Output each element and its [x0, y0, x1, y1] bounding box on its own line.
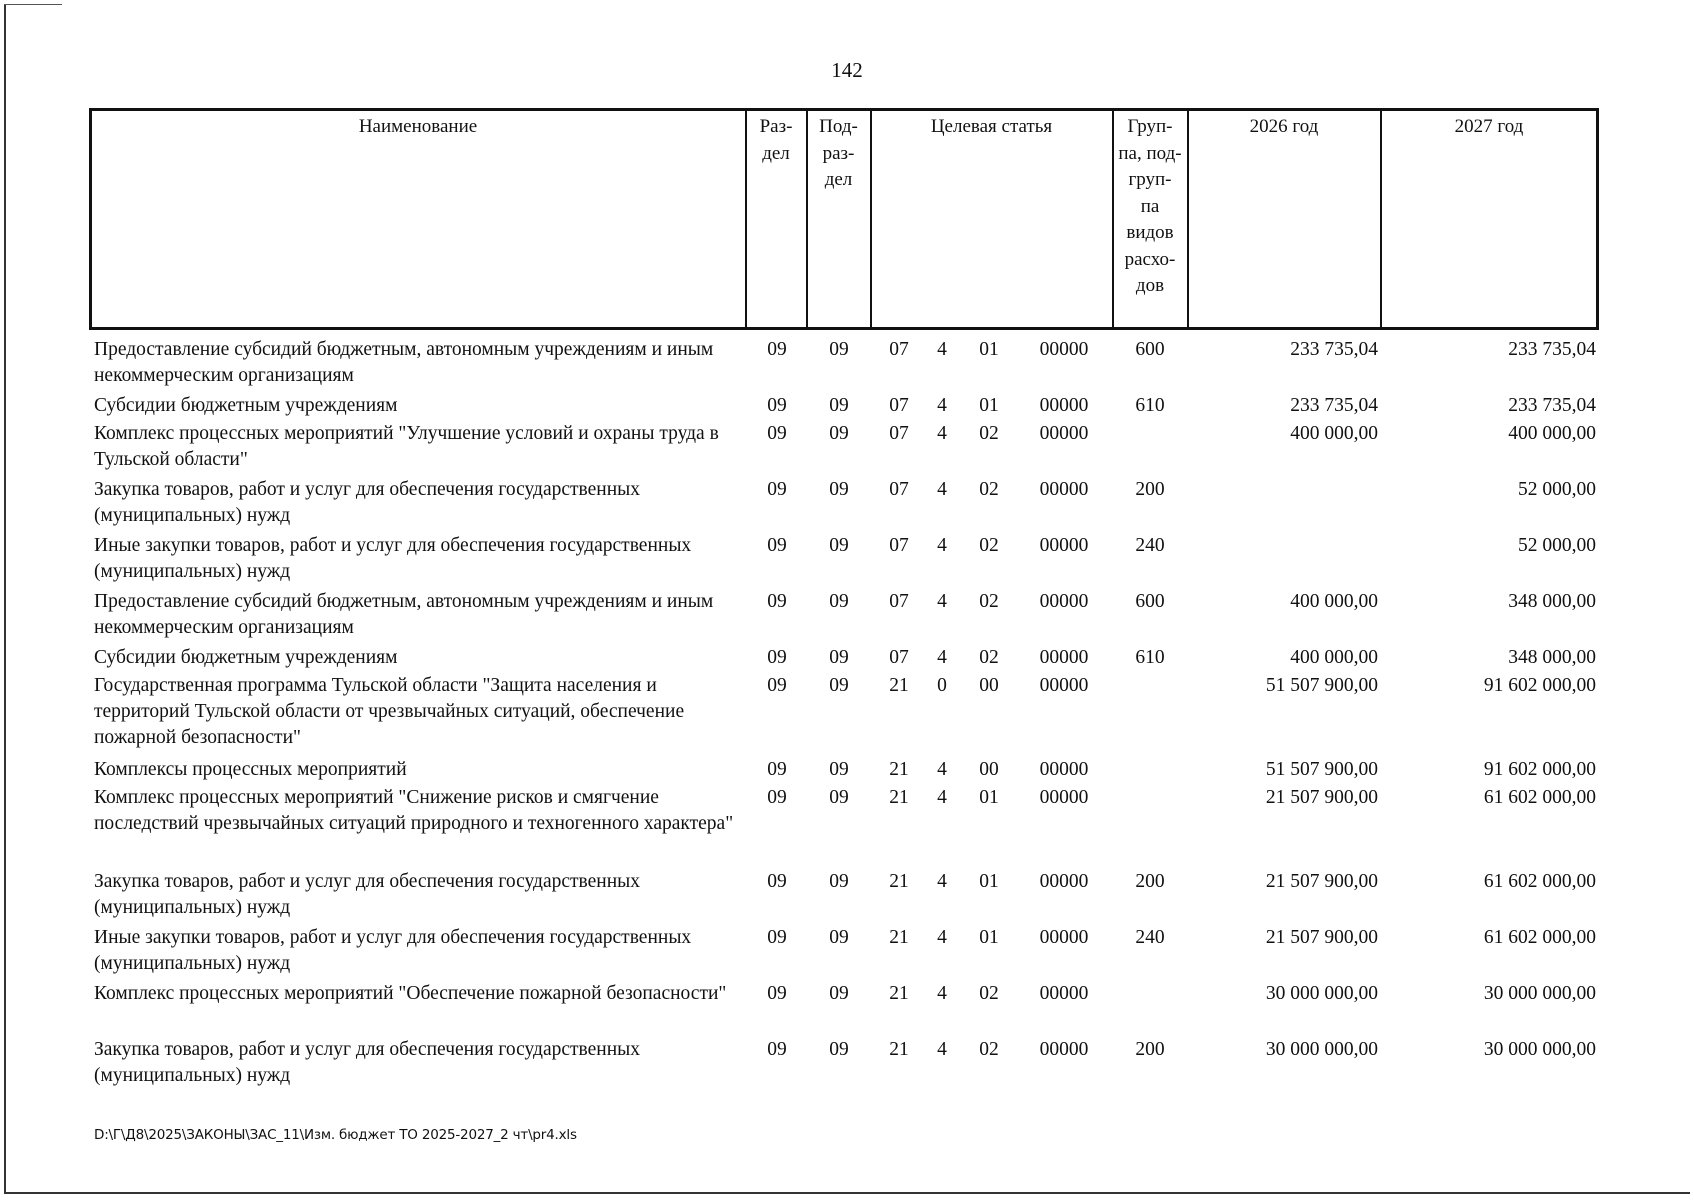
row-amount-2027: 61 602 000,00 — [1483, 871, 1596, 892]
row-target-program: 21 — [889, 871, 909, 892]
row-podrazdel: 09 — [829, 1039, 849, 1060]
row-amount-2027: 30 000 000,00 — [1483, 1039, 1596, 1060]
row-razdel: 09 — [767, 423, 787, 444]
row-target-complex: 02 — [979, 983, 999, 1004]
header-name: Наименование — [358, 116, 478, 137]
row-target-direction: 00000 — [1039, 1039, 1089, 1060]
row-target-direction: 00000 — [1039, 339, 1089, 360]
row-target-complex: 02 — [979, 591, 999, 612]
row-razdel: 09 — [767, 983, 787, 1004]
row-target-type: 4 — [937, 339, 947, 360]
row-target-type: 4 — [937, 591, 947, 612]
row-name: Комплекс процессных мероприятий "Снижение рисков и смягчение последствий чрезвычайных ситуаций природного и техногенного характера" — [94, 787, 734, 834]
row-amount-2026: 51 507 900,00 — [1265, 759, 1378, 780]
row-target-direction: 00000 — [1039, 423, 1089, 444]
row-amount-2027: 348 000,00 — [1508, 591, 1596, 612]
row-target-program: 21 — [889, 675, 909, 696]
row-podrazdel: 09 — [829, 591, 849, 612]
row-target-complex: 02 — [979, 479, 999, 500]
row-podrazdel: 09 — [829, 647, 849, 668]
row-target-type: 0 — [937, 675, 947, 696]
row-amount-2027: 30 000 000,00 — [1483, 983, 1596, 1004]
row-expense-group: 610 — [1135, 395, 1165, 416]
header-podrazdel: Под- раз- дел — [819, 116, 858, 190]
row-podrazdel: 09 — [829, 927, 849, 948]
row-expense-group: 200 — [1135, 871, 1165, 892]
row-amount-2026: 21 507 900,00 — [1265, 787, 1378, 808]
row-razdel: 09 — [767, 871, 787, 892]
row-target-direction: 00000 — [1039, 535, 1089, 556]
row-amount-2027: 61 602 000,00 — [1483, 787, 1596, 808]
row-target-program: 07 — [889, 479, 909, 500]
row-name: Субсидии бюджетным учреждениям — [94, 647, 398, 668]
row-target-program: 07 — [889, 423, 909, 444]
row-amount-2027: 400 000,00 — [1508, 423, 1596, 444]
row-target-complex: 01 — [979, 927, 999, 948]
row-amount-2027: 91 602 000,00 — [1483, 759, 1596, 780]
row-target-complex: 00 — [979, 675, 999, 696]
row-amount-2026: 400 000,00 — [1290, 647, 1378, 668]
row-expense-group: 240 — [1135, 927, 1165, 948]
row-target-direction: 00000 — [1039, 983, 1089, 1004]
row-razdel: 09 — [767, 395, 787, 416]
row-razdel: 09 — [767, 787, 787, 808]
row-amount-2027: 61 602 000,00 — [1483, 927, 1596, 948]
row-target-direction: 00000 — [1039, 647, 1089, 668]
row-target-program: 21 — [889, 1039, 909, 1060]
row-target-direction: 00000 — [1039, 759, 1089, 780]
row-podrazdel: 09 — [829, 787, 849, 808]
header-target-article: Целевая статья — [930, 116, 1053, 137]
row-target-type: 4 — [937, 983, 947, 1004]
row-podrazdel: 09 — [829, 423, 849, 444]
row-target-complex: 01 — [979, 339, 999, 360]
row-expense-group: 200 — [1135, 479, 1165, 500]
row-amount-2027: 348 000,00 — [1508, 647, 1596, 668]
row-target-complex: 02 — [979, 535, 999, 556]
row-name: Комплекс процессных мероприятий "Улучшение условий и охраны труда в Тульской области" — [94, 423, 719, 470]
row-name: Комплексы процессных мероприятий — [94, 759, 407, 780]
row-name: Предоставление субсидий бюджетным, автономным учреждениям и иным некоммерческим организациям — [94, 591, 714, 638]
row-target-direction: 00000 — [1039, 591, 1089, 612]
row-target-program: 07 — [889, 647, 909, 668]
row-expense-group: 610 — [1135, 647, 1165, 668]
header-divider — [1187, 108, 1189, 330]
row-target-type: 4 — [937, 479, 947, 500]
row-target-type: 4 — [937, 535, 947, 556]
row-name: Иные закупки товаров, работ и услуг для обеспечения государственных (муниципальных) нужд — [94, 535, 692, 582]
row-target-type: 4 — [937, 647, 947, 668]
row-name: Закупка товаров, работ и услуг для обеспечения государственных (муниципальных) нужд — [94, 871, 641, 918]
row-target-type: 4 — [937, 787, 947, 808]
row-podrazdel: 09 — [829, 395, 849, 416]
row-target-complex: 01 — [979, 395, 999, 416]
row-name: Комплекс процессных мероприятий "Обеспечение пожарной безопасности" — [94, 983, 727, 1004]
row-name: Закупка товаров, работ и услуг для обеспечения государственных (муниципальных) нужд — [94, 479, 641, 526]
row-podrazdel: 09 — [829, 759, 849, 780]
row-podrazdel: 09 — [829, 479, 849, 500]
row-name: Иные закупки товаров, работ и услуг для обеспечения государственных (муниципальных) нужд — [94, 927, 692, 974]
row-razdel: 09 — [767, 535, 787, 556]
row-target-direction: 00000 — [1039, 395, 1089, 416]
row-razdel: 09 — [767, 927, 787, 948]
row-expense-group: 200 — [1135, 1039, 1165, 1060]
row-razdel: 09 — [767, 1039, 787, 1060]
page-border-top — [4, 4, 62, 5]
row-target-program: 07 — [889, 535, 909, 556]
row-amount-2026: 30 000 000,00 — [1265, 983, 1378, 1004]
row-podrazdel: 09 — [829, 675, 849, 696]
row-amount-2026: 400 000,00 — [1290, 591, 1378, 612]
row-target-complex: 02 — [979, 423, 999, 444]
row-target-program: 07 — [889, 395, 909, 416]
row-amount-2026: 400 000,00 — [1290, 423, 1378, 444]
row-amount-2026: 51 507 900,00 — [1265, 675, 1378, 696]
row-target-type: 4 — [937, 395, 947, 416]
row-name: Государственная программа Тульской области "Защита населения и территорий Тульской области от чрезвычайных ситуаций, обеспечение пожарной безопасности" — [94, 675, 685, 748]
row-target-complex: 00 — [979, 759, 999, 780]
row-target-complex: 01 — [979, 787, 999, 808]
row-amount-2026: 21 507 900,00 — [1265, 927, 1378, 948]
row-razdel: 09 — [767, 591, 787, 612]
header-razdel: Раз- дел — [759, 116, 793, 164]
row-podrazdel: 09 — [829, 535, 849, 556]
row-amount-2027: 52 000,00 — [1518, 479, 1596, 500]
row-expense-group: 240 — [1135, 535, 1165, 556]
row-podrazdel: 09 — [829, 983, 849, 1004]
row-target-program: 21 — [889, 759, 909, 780]
row-target-type: 4 — [937, 927, 947, 948]
page-border-left — [4, 4, 6, 1192]
row-amount-2026: 30 000 000,00 — [1265, 1039, 1378, 1060]
row-target-direction: 00000 — [1039, 675, 1089, 696]
row-razdel: 09 — [767, 647, 787, 668]
row-razdel: 09 — [767, 675, 787, 696]
file-path: D:\Г\Д8\2025\ЗАКОНЫ\ЗАС_11\Изм. бюджет ТО 2025-2027_2 чт\pr4.xls — [94, 1127, 577, 1143]
row-expense-group: 600 — [1135, 339, 1165, 360]
header-divider — [1380, 108, 1382, 330]
row-amount-2027: 233 735,04 — [1508, 339, 1596, 360]
row-amount-2026: 233 735,04 — [1290, 395, 1378, 416]
row-target-program: 21 — [889, 927, 909, 948]
row-name: Закупка товаров, работ и услуг для обеспечения государственных (муниципальных) нужд — [94, 1039, 641, 1086]
row-razdel: 09 — [767, 759, 787, 780]
row-podrazdel: 09 — [829, 871, 849, 892]
row-target-program: 21 — [889, 983, 909, 1004]
row-amount-2027: 233 735,04 — [1508, 395, 1596, 416]
row-amount-2027: 91 602 000,00 — [1483, 675, 1596, 696]
row-target-complex: 02 — [979, 1039, 999, 1060]
page-number: 142 — [831, 58, 863, 82]
row-expense-group: 600 — [1135, 591, 1165, 612]
row-amount-2027: 52 000,00 — [1518, 535, 1596, 556]
header-year-2026: 2026 год — [1249, 116, 1319, 137]
row-target-type: 4 — [937, 871, 947, 892]
page-border-bottom — [4, 1192, 1690, 1194]
row-target-direction: 00000 — [1039, 871, 1089, 892]
row-name: Предоставление субсидий бюджетным, автономным учреждениям и иным некоммерческим организациям — [94, 339, 714, 386]
row-target-complex: 02 — [979, 647, 999, 668]
row-target-direction: 00000 — [1039, 787, 1089, 808]
row-target-type: 4 — [937, 759, 947, 780]
row-amount-2026: 233 735,04 — [1290, 339, 1378, 360]
row-target-type: 4 — [937, 1039, 947, 1060]
row-target-program: 07 — [889, 339, 909, 360]
row-target-program: 21 — [889, 787, 909, 808]
row-target-program: 07 — [889, 591, 909, 612]
row-podrazdel: 09 — [829, 339, 849, 360]
row-target-direction: 00000 — [1039, 927, 1089, 948]
row-name: Субсидии бюджетным учреждениям — [94, 395, 398, 416]
row-razdel: 09 — [767, 339, 787, 360]
header-divider — [870, 108, 872, 330]
row-amount-2026: 21 507 900,00 — [1265, 871, 1378, 892]
header-expense-group: Груп- па, под- груп- па видов расхо- дов — [1118, 116, 1182, 296]
row-target-complex: 01 — [979, 871, 999, 892]
row-razdel: 09 — [767, 479, 787, 500]
row-target-type: 4 — [937, 423, 947, 444]
row-target-direction: 00000 — [1039, 479, 1089, 500]
header-year-2027: 2027 год — [1454, 116, 1524, 137]
